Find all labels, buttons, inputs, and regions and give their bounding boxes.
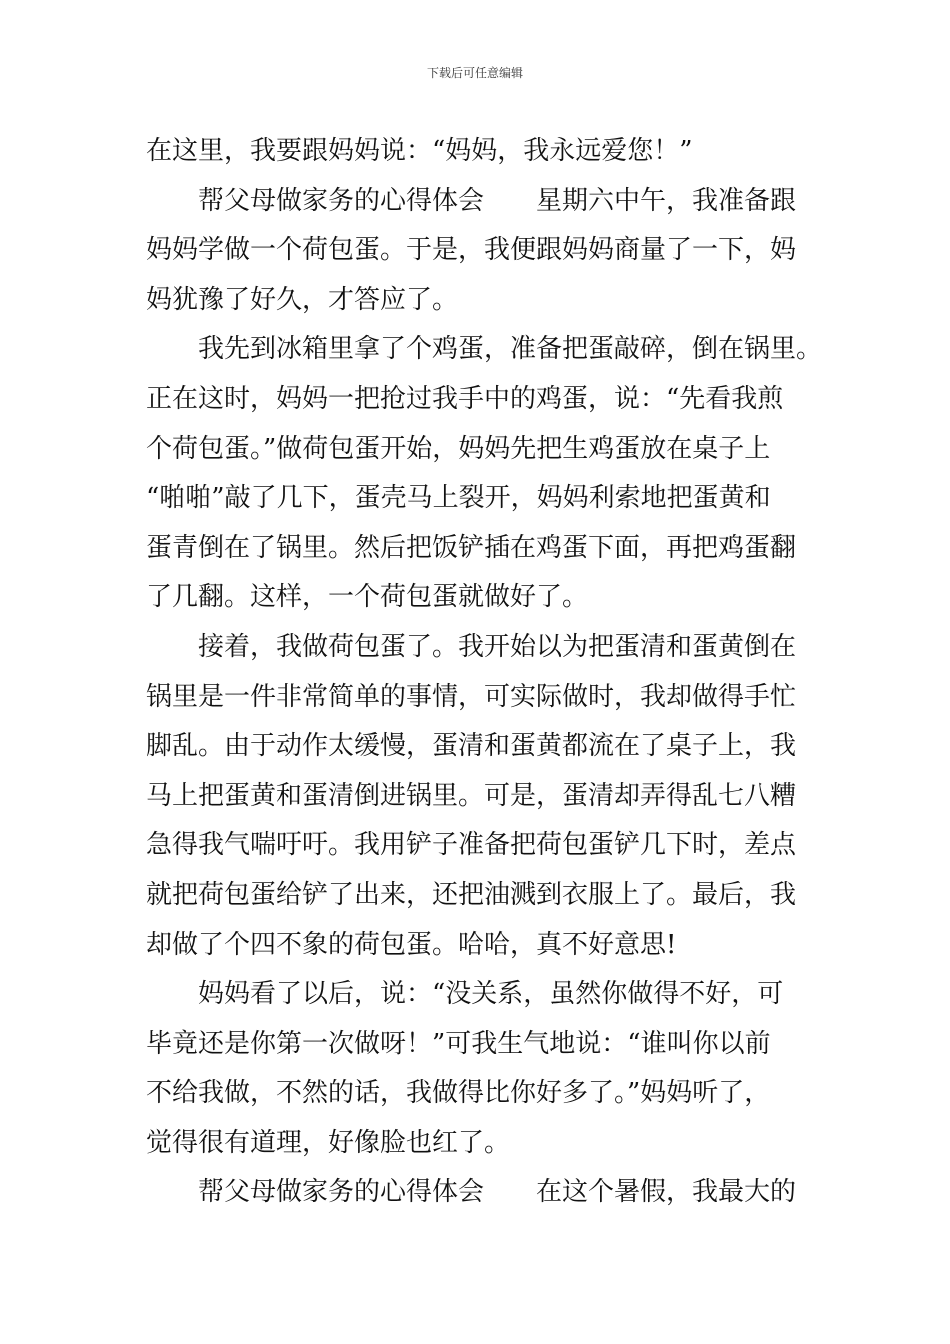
text-line: 不给我做，不然的话，我做得比你好多了。”妈妈听了，: [146, 1078, 771, 1109]
page-header: 下载后可任意编辑: [426, 66, 523, 80]
text-line: 急得我气喘吁吁。我用铲子准备把荷包蛋铲几下时，差点: [146, 830, 797, 861]
text-line: 马上把蛋黄和蛋清倒进锅里。可是，蛋清却弄得乱七八糟: [146, 780, 797, 811]
text-line: 了几翻。这样，一个荷包蛋就做好了。: [146, 582, 589, 613]
text-line: 妈妈看了以后，说：“没关系，虽然你做得不好，可: [198, 979, 784, 1010]
text-line: 个荷包蛋。”做荷包蛋开始，妈妈先把生鸡蛋放在桌子上: [146, 433, 771, 464]
text-line: 蛋青倒在了锅里。然后把饭铲插在鸡蛋下面，再把鸡蛋翻: [146, 532, 797, 563]
text-line: 在这里，我要跟妈妈说：“妈妈，我永远爱您！”: [146, 136, 693, 166]
text-line: 毕竟还是你第一次做呀！”可我生气地说：“谁叫你以前: [146, 1028, 771, 1059]
text-line: 觉得很有道理，好像脸也红了。: [146, 1127, 511, 1158]
text-line: 妈妈学做一个荷包蛋。于是，我便跟妈妈商量了一下，妈: [146, 235, 797, 266]
paragraph-4: [146, 623, 816, 970]
text-line: 脚乱。由于动作太缓慢，蛋清和蛋黄都流在了桌子上，我: [146, 731, 797, 762]
text-line: 却做了个四不象的荷包蛋。哈哈，真不好意思!: [146, 929, 677, 960]
text-line: 接着，我做荷包蛋了。我开始以为把蛋清和蛋黄倒在: [198, 631, 797, 662]
paragraph-6: [146, 1168, 816, 1218]
paragraph-5: [146, 970, 816, 1168]
paragraph-1: [146, 127, 816, 177]
text-line: 锅里是一件非常简单的事情，可实际做时，我却做得手忙: [146, 681, 797, 712]
text-line: 帮父母做家务的心得体会 在这个暑假，我最大的: [198, 1177, 797, 1208]
text-line: 我先到冰箱里拿了个鸡蛋，准备把蛋敲碎，倒在锅里。: [198, 334, 823, 365]
text-line: 就把荷包蛋给铲了出来，还把油溅到衣服上了。最后，我: [146, 879, 797, 910]
paragraph-3: [146, 325, 823, 623]
paragraph-2: [146, 177, 816, 326]
text-line: 帮父母做家务的心得体会 星期六中午，我准备跟: [198, 185, 797, 216]
text-line: 正在这时，妈妈一把抢过我手中的鸡蛋，说：“先看我煎: [146, 383, 784, 414]
text-line: “啪啪”敲了几下，蛋壳马上裂开，妈妈利索地把蛋黄和: [146, 483, 771, 514]
text-line: 妈犹豫了好久，才答应了。: [146, 284, 459, 315]
document-body: [146, 127, 823, 1218]
